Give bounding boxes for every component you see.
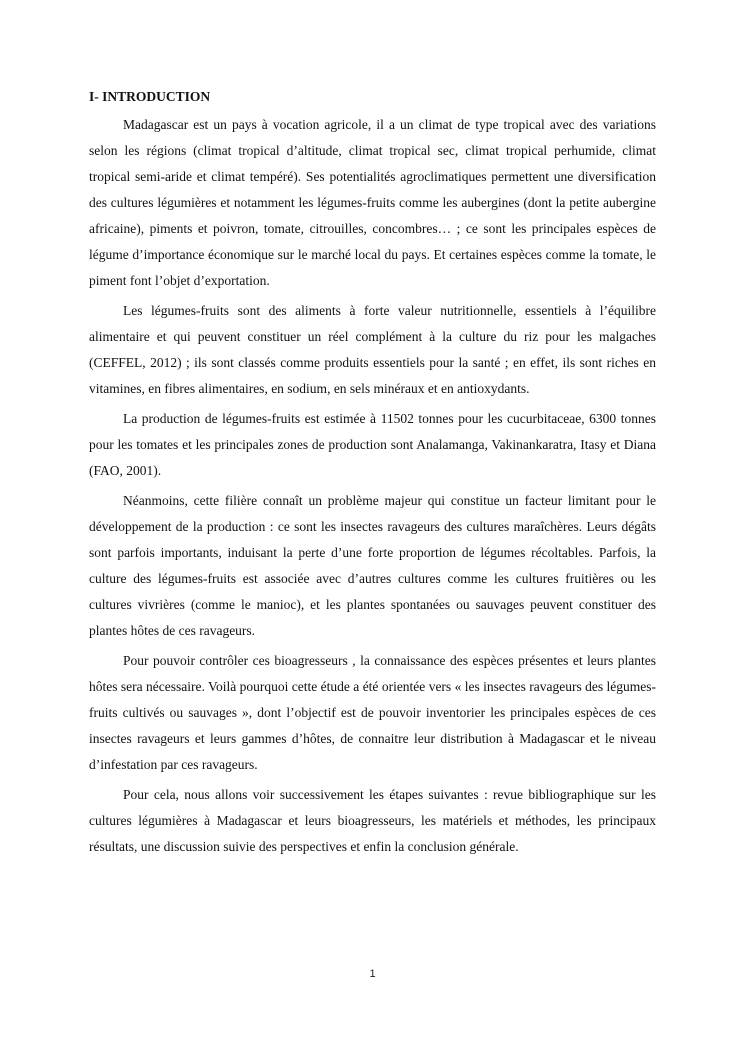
paragraph-pest-problem: Néanmoins, cette filière connaît un problème majeur qui constitue un facteur limitant pour le développement de la production : ce sont les insectes ravageurs des cultures maraîchères. Leurs dégâts sont parfois importants, induisant la perte d’une forte proportion de légumes récoltables. Parfois, la culture des légumes-fruits est associée avec d’autres cultures comme les cultures fruitières ou les cultures vivrières (comme le manioc), et les plantes spontanées ou sauvages peuvent constituer des plantes hôtes de ces ravageurs. [89, 493, 656, 638]
page-number: 1 [369, 968, 376, 980]
paragraph-production-figures: La production de légumes-fruits est estimée à 11502 tonnes pour les cucurbitaceae, 6300 tonnes pour les tomates et les principales zones de production sont Analamanga, Vakinankaratra, Itasy et Diana (FAO, 2001). [89, 411, 656, 478]
paragraph-study-objective: Pour pouvoir contrôler ces bioagresseurs , la connaissance des espèces présentes et leurs plantes hôtes sera nécessaire. Voilà pourquoi cette étude a été orientée vers « les insectes ravageurs des légumes-fruits cultivés ou sauvages », dont l’objectif est de pouvoir inventorier les principales espèces de ces insectes ravageurs et leurs gammes d’hôtes, de connaitre leur distribution à Madagascar et le niveau d’infestation par ces ravageurs. [89, 653, 656, 772]
paragraph-outline: Pour cela, nous allons voir successivement les étapes suivantes : revue bibliographique sur les cultures légumières à Madagascar et leurs bioagresseurs, les matériels et méthodes, les principaux résultats, une discussion suivie des perspectives et enfin la conclusion générale. [89, 787, 656, 854]
paragraph-nutritional-value: Les légumes-fruits sont des aliments à forte valeur nutritionnelle, essentiels à l’équilibre alimentaire et qui peuvent constituer un réel complément à la culture du riz pour les malgaches (CEFFEL, 2012) ; ils sont classés comme produits essentiels pour la santé ; en effet, ils sont riches en vitamines, en fibres alimentaires, en sodium, en sels minéraux et en antioxydants. [89, 303, 656, 396]
paragraph-madagascar-agriculture: Madagascar est un pays à vocation agricole, il a un climat de type tropical avec des variations selon les régions (climat tropical d’altitude, climat tropical sec, climat tropical perhumide, climat tropical semi-aride et climat tempéré). Ses potentialités agroclimatiques permettent une diversification des cultures légumières et notamment les légumes-fruits comme les aubergines (dont la petite aubergine africaine), piments et poivron, tomate, citrouilles, concombres… ; ce sont les principales espèces de légume d’importance économique sur le marché local du pays. Et certaines espèces comme la tomate, le piment font l’objet d’exportation. [89, 117, 656, 288]
page-body [89, 86, 656, 864]
section-heading: I- INTRODUCTION [89, 89, 211, 104]
